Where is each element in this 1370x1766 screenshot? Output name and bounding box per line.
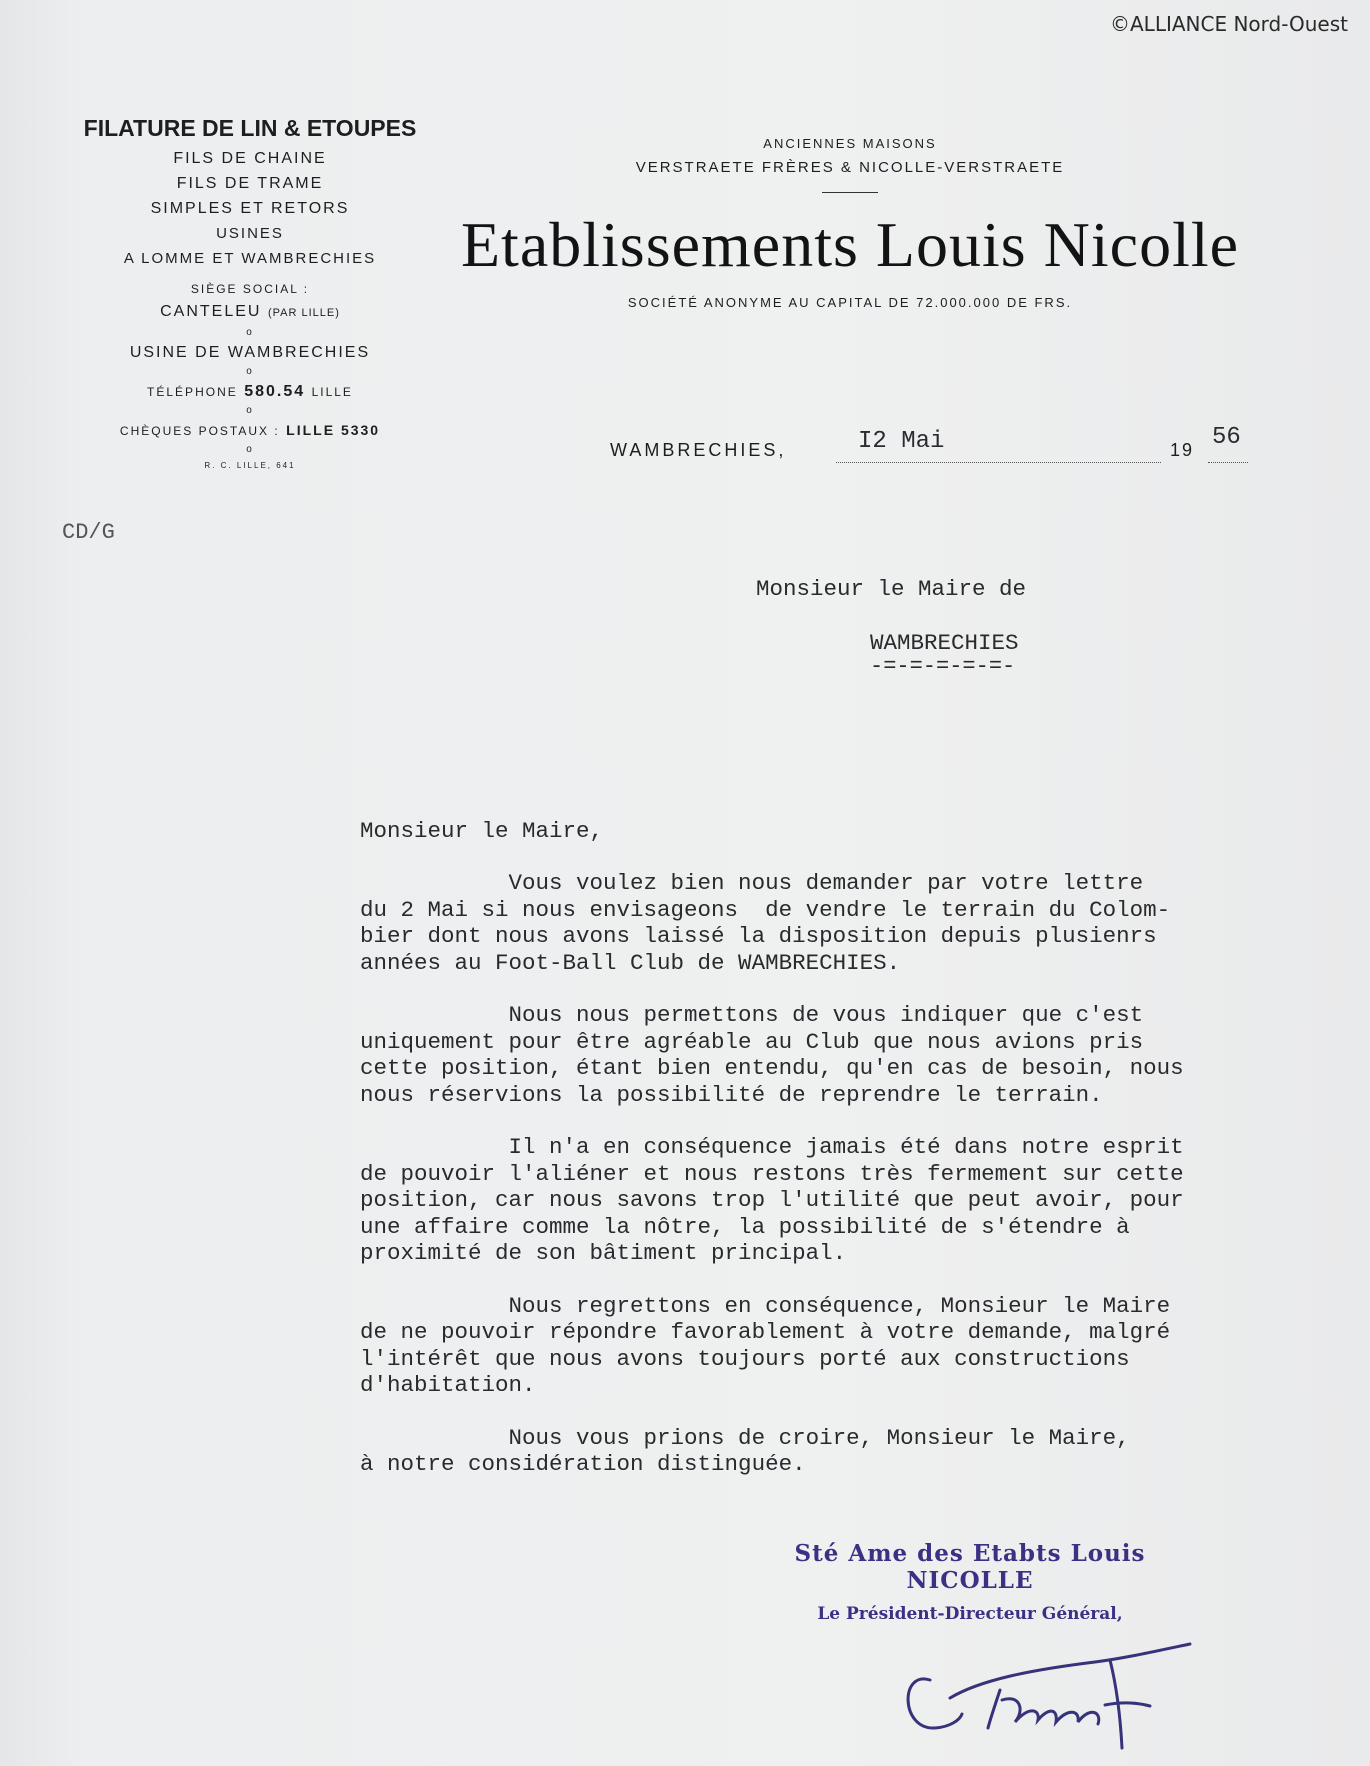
date-year: 56 [1212,424,1241,451]
stamp-title: Le Président-Directeur Général, [817,1604,1123,1624]
paragraph [360,870,1360,976]
body-line: de pouvoir l'aliéner et nous restons très fermement sur cette [360,1160,1184,1187]
body-line: bier dont nous avons laissé la disposition depuis plusienrs [360,923,1157,949]
cheques-value: LILLE 5330 [286,422,381,438]
separator-dot: o [246,405,254,416]
paragraph [360,1425,1360,1478]
company-capital: SOCIÉTÉ ANONYME AU CAPITAL DE 72.000.000 DE FRS. [627,295,1073,310]
date-century: 19 [1170,440,1195,460]
recipient-city: WAMBRECHIES [870,630,1019,656]
body-line: années au Foot-Ball Club de WAMBRECHIES. [360,949,901,976]
body-line: nous réservions la possibilité de reprendre le terrain. [360,1081,1103,1108]
body-line: Nous regrettons en conséquence, Monsieur le Maire [360,1292,1171,1319]
recipient-underline: -=-=-=-=-=- [870,654,1016,679]
body-line: proximité de son bâtiment principal. [360,1240,847,1266]
former-houses: VERSTRAETE FRÈRES & NICOLLE-VERSTRAETE [635,159,1065,176]
cheques-line [50,418,450,443]
body-line: à notre considération distinguée. [360,1451,806,1477]
date-city: WAMBRECHIES, [610,440,787,460]
salutation: Monsieur le Maire, [360,818,604,844]
siege-city: CANTELEU [160,303,262,320]
body-line: Nous nous permettons de vous indiquer que c'est [360,1002,1144,1028]
usine-label: USINE DE WAMBRECHIES [129,344,371,361]
telephone-number: 580.54 [244,383,306,400]
header-rule [822,192,878,193]
rc-number: R. C. LILLE, 641 [204,461,296,470]
body-line: uniquement pour être agréable au Club que nous avions pris [360,1028,1144,1055]
body-line: de ne pouvoir répondre favorablement à votre demande, malgré [360,1319,1171,1345]
company-name: Etablissements Louis Nicolle [460,209,1240,280]
siege-label: SIÈGE SOCIAL : [190,282,310,296]
paragraph [360,1134,1360,1267]
paragraph [360,1293,1360,1399]
letterhead-line: FILS DE CHAINE [173,150,327,167]
body-line: du 2 Mai si nous envisageons de vendre le terrain du Colom- [360,896,1171,923]
letterhead-main-block [420,132,1280,310]
body-line: cette position, étant bien entendu, qu'en cas de besoin, nous [360,1055,1184,1081]
letterhead-line: USINES [216,225,284,242]
body-line: l'intérêt que nous avons toujours porté aux constructions [360,1345,1130,1372]
body-line: une affaire comme la nôtre, la possibilité de s'étendre à [360,1213,1130,1240]
year-dotted-rule [1208,462,1248,463]
date-day-month: I2 Mai [858,428,945,455]
recipient-line1: Monsieur le Maire de [756,576,1027,602]
telephone-line [50,379,450,404]
separator-dot: o [246,444,254,455]
date-line [608,424,1248,466]
telephone-label: TÉLÉPHONE [147,385,238,399]
letterhead-title: FILATURE DE LIN & ETOUPES [83,115,417,141]
siege-city-sub: (PAR LILLE) [267,307,340,319]
separator-dot: o [246,327,254,338]
copyright-watermark: ©ALLIANCE Nord-Ouest [1110,12,1348,36]
date-dotted-rule [836,462,1161,463]
body-line: d'habitation. [360,1372,536,1398]
letterhead-line: A LOMME ET WAMBRECHIES [123,250,377,267]
cheques-label: CHÈQUES POSTAUX : [119,424,280,438]
siege-address [50,299,450,326]
body-line: Nous vous prions de croire, Monsieur le Maire, [360,1424,1130,1451]
letterhead-line: FILS DE TRAME [176,175,324,192]
handwritten-signature [890,1610,1230,1750]
body-line: position, car nous savons trop l'utilité que peut avoir, pour [360,1187,1184,1213]
body-line: Vous voulez bien nous demander par votre lettre [360,870,1144,896]
paragraph [360,1002,1360,1108]
separator-dot: o [246,366,254,377]
letterhead-left-block [50,112,450,475]
stamp-company: Sté Ame des Etabts Louis NICOLLE [794,1540,1146,1594]
reference-initials: CD/G [62,520,115,545]
telephone-city: LILLE [311,385,353,399]
body-line: Il n'a en conséquence jamais été dans notre esprit [360,1134,1184,1160]
letterhead-line: SIMPLES ET RETORS [150,200,350,217]
letter-body [360,870,1360,1504]
anciennes-maisons: ANCIENNES MAISONS [763,136,937,151]
